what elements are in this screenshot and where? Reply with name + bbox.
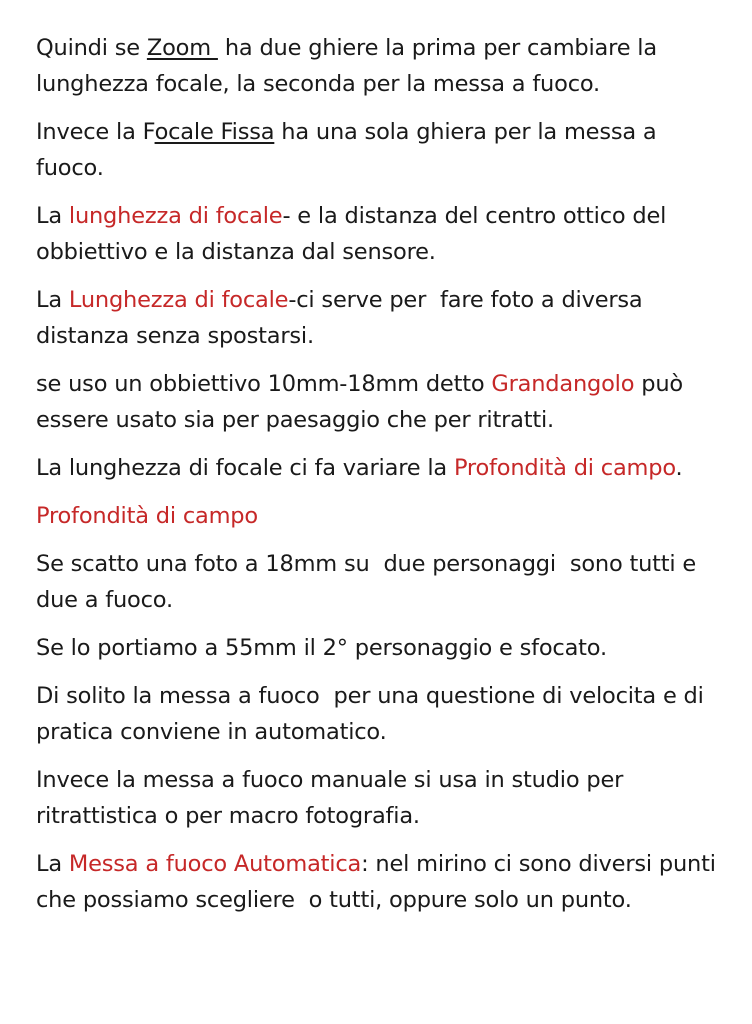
focale-fissa-term: ocale Fissa: [154, 119, 275, 145]
document-page: [36, 30, 726, 930]
paragraph-zoom: [36, 30, 726, 102]
paragraph-text: La: [36, 851, 69, 877]
grandangolo-term: Grandangolo: [491, 371, 635, 397]
paragraph-text: se uso un obbiettivo 10mm-18mm detto: [36, 371, 492, 397]
section-heading-profondita: Profondità di campo: [36, 503, 258, 529]
zoom-term: Zoom: [146, 35, 218, 61]
paragraph-text: .: [675, 455, 683, 481]
lunghezza-focale-term: lunghezza di focale: [68, 203, 283, 229]
paragraph-text: : nel mirino ci sono diversi punti che possiamo scegliere o tutti, oppure solo un punto.: [36, 851, 723, 913]
paragraph-text: La: [36, 287, 69, 313]
paragraph-profondita-intro: [36, 450, 726, 486]
paragraph-text: ha due ghiere la prima per cambiare la lunghezza focale, la seconda per la messa a fuoco.: [36, 35, 664, 97]
messa-a-fuoco-automatica-term: Messa a fuoco Automatica: [68, 851, 362, 877]
paragraph-focale-fissa: [36, 114, 726, 186]
profondita-term: Profondità di campo: [453, 455, 676, 481]
paragraph-manuale: Invece la messa a fuoco manuale si usa in studio per ritrattistica o per macro fotografia.: [36, 767, 631, 829]
paragraph-18mm: Se scatto una foto a 18mm su due personaggi sono tutti e due a fuoco.: [36, 551, 704, 613]
paragraph-text: Quindi se: [36, 35, 147, 61]
paragraph-lunghezza-use: [36, 282, 726, 354]
paragraph-55mm: Se lo portiamo a 55mm il 2° personaggio e sfocato.: [36, 635, 607, 661]
paragraph-text: ha una sola ghiera per la messa a fuoco.: [36, 119, 664, 181]
paragraph-text: -ci serve per fare foto a diversa distanza senza spostarsi.: [36, 287, 650, 349]
paragraph-messa-automatica: [36, 846, 726, 918]
paragraph-text: La lunghezza di focale ci fa variare la: [36, 455, 454, 481]
paragraph-grandangolo: [36, 366, 726, 438]
paragraph-text: può essere usato sia per paesaggio che per ritratti.: [36, 371, 690, 433]
paragraph-lunghezza-definition: [36, 198, 726, 270]
paragraph-automatico: Di solito la messa a fuoco per una questione di velocita e di pratica conviene in automatico.: [36, 683, 711, 745]
paragraph-text: Invece la F: [36, 119, 155, 145]
paragraph-text: La: [36, 203, 69, 229]
lunghezza-focale-term: Lunghezza di focale: [68, 287, 289, 313]
paragraph-text: - e la distanza del centro ottico del obbiettivo e la distanza dal sensore.: [36, 203, 674, 265]
